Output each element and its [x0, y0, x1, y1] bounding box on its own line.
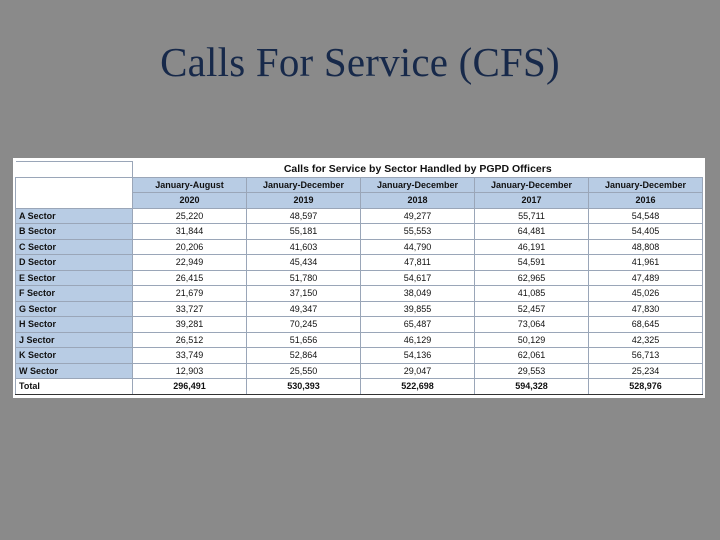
- value-cell: 55,711: [475, 208, 589, 224]
- period-header: January-August: [133, 177, 247, 193]
- total-label: Total: [16, 379, 133, 395]
- value-cell: 48,597: [247, 208, 361, 224]
- sector-label: G Sector: [16, 301, 133, 317]
- year-header: 2020: [133, 193, 247, 209]
- table-row: [16, 286, 703, 302]
- period-header: January-December: [475, 177, 589, 193]
- value-cell: 45,026: [589, 286, 703, 302]
- total-value-cell: 296,491: [133, 379, 247, 395]
- value-cell: 62,965: [475, 270, 589, 286]
- value-cell: 52,864: [247, 348, 361, 364]
- value-cell: 22,949: [133, 255, 247, 271]
- period-header-row: [16, 177, 703, 193]
- caption-blank-cell: [16, 162, 133, 178]
- value-cell: 25,234: [589, 363, 703, 379]
- sector-label: W Sector: [16, 363, 133, 379]
- period-header: January-December: [361, 177, 475, 193]
- value-cell: 65,487: [361, 317, 475, 333]
- value-cell: 20,206: [133, 239, 247, 255]
- value-cell: 33,727: [133, 301, 247, 317]
- table-row: [16, 317, 703, 333]
- value-cell: 62,061: [475, 348, 589, 364]
- total-row: [16, 379, 703, 395]
- sector-label: C Sector: [16, 239, 133, 255]
- value-cell: 64,481: [475, 224, 589, 240]
- year-header: 2017: [475, 193, 589, 209]
- total-value-cell: 530,393: [247, 379, 361, 395]
- value-cell: 29,047: [361, 363, 475, 379]
- value-cell: 41,085: [475, 286, 589, 302]
- value-cell: 31,844: [133, 224, 247, 240]
- value-cell: 70,245: [247, 317, 361, 333]
- value-cell: 51,656: [247, 332, 361, 348]
- value-cell: 12,903: [133, 363, 247, 379]
- period-header: January-December: [589, 177, 703, 193]
- value-cell: 49,347: [247, 301, 361, 317]
- value-cell: 50,129: [475, 332, 589, 348]
- value-cell: 55,181: [247, 224, 361, 240]
- value-cell: 29,553: [475, 363, 589, 379]
- table-row: [16, 208, 703, 224]
- table-row: [16, 224, 703, 240]
- sector-label: E Sector: [16, 270, 133, 286]
- sector-label: A Sector: [16, 208, 133, 224]
- value-cell: 48,808: [589, 239, 703, 255]
- table-row: [16, 255, 703, 271]
- period-header: January-December: [247, 177, 361, 193]
- caption-row: [16, 162, 703, 178]
- value-cell: 26,512: [133, 332, 247, 348]
- year-header: 2016: [589, 193, 703, 209]
- value-cell: 21,679: [133, 286, 247, 302]
- value-cell: 54,617: [361, 270, 475, 286]
- table-row: [16, 348, 703, 364]
- value-cell: 73,064: [475, 317, 589, 333]
- value-cell: 25,220: [133, 208, 247, 224]
- sector-label: J Sector: [16, 332, 133, 348]
- value-cell: 38,049: [361, 286, 475, 302]
- value-cell: 46,191: [475, 239, 589, 255]
- value-cell: 47,811: [361, 255, 475, 271]
- table-row: [16, 301, 703, 317]
- sector-label: K Sector: [16, 348, 133, 364]
- sector-label: H Sector: [16, 317, 133, 333]
- value-cell: 42,325: [589, 332, 703, 348]
- year-header: 2019: [247, 193, 361, 209]
- total-value-cell: 594,328: [475, 379, 589, 395]
- table-row: [16, 270, 703, 286]
- cfs-table: [15, 161, 703, 395]
- header-corner-cell: [16, 177, 133, 208]
- cfs-table-container: [13, 158, 705, 398]
- value-cell: 41,961: [589, 255, 703, 271]
- year-header: 2018: [361, 193, 475, 209]
- value-cell: 33,749: [133, 348, 247, 364]
- value-cell: 54,136: [361, 348, 475, 364]
- sector-label: D Sector: [16, 255, 133, 271]
- value-cell: 26,415: [133, 270, 247, 286]
- total-value-cell: 528,976: [589, 379, 703, 395]
- value-cell: 54,548: [589, 208, 703, 224]
- value-cell: 47,830: [589, 301, 703, 317]
- sector-label: F Sector: [16, 286, 133, 302]
- value-cell: 51,780: [247, 270, 361, 286]
- total-value-cell: 522,698: [361, 379, 475, 395]
- table-row: [16, 363, 703, 379]
- value-cell: 25,550: [247, 363, 361, 379]
- slide-title: Calls For Service (CFS): [160, 39, 560, 85]
- table-row: [16, 332, 703, 348]
- value-cell: 47,489: [589, 270, 703, 286]
- value-cell: 54,405: [589, 224, 703, 240]
- value-cell: 52,457: [475, 301, 589, 317]
- value-cell: 55,553: [361, 224, 475, 240]
- value-cell: 54,591: [475, 255, 589, 271]
- table-caption: Calls for Service by Sector Handled by PGPD Officers: [133, 162, 703, 178]
- value-cell: 37,150: [247, 286, 361, 302]
- value-cell: 68,645: [589, 317, 703, 333]
- value-cell: 44,790: [361, 239, 475, 255]
- sector-label: B Sector: [16, 224, 133, 240]
- table-row: [16, 239, 703, 255]
- value-cell: 46,129: [361, 332, 475, 348]
- value-cell: 56,713: [589, 348, 703, 364]
- value-cell: 41,603: [247, 239, 361, 255]
- value-cell: 49,277: [361, 208, 475, 224]
- value-cell: 39,855: [361, 301, 475, 317]
- value-cell: 39,281: [133, 317, 247, 333]
- value-cell: 45,434: [247, 255, 361, 271]
